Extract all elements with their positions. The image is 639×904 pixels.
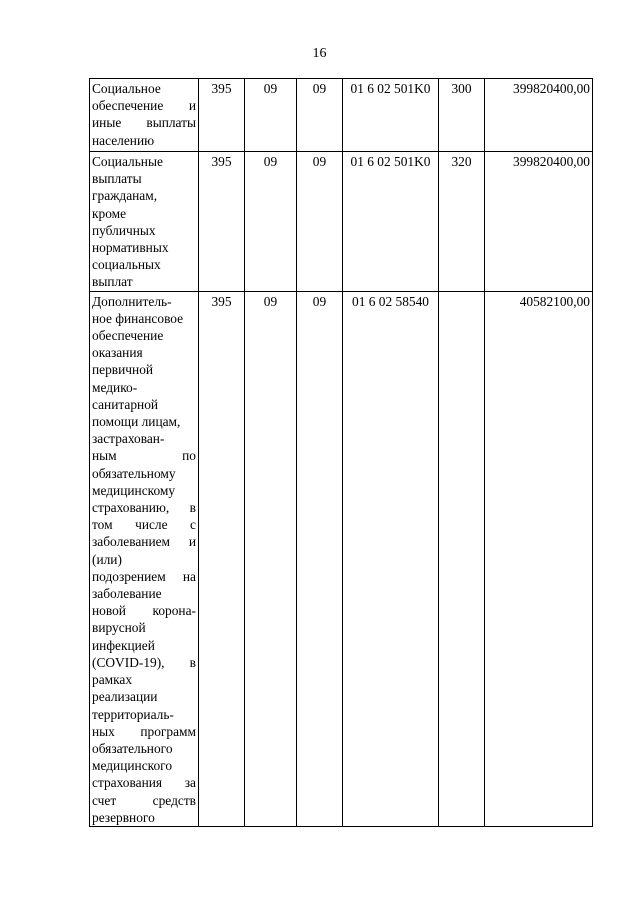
expense-name-line: обязательного [92, 740, 173, 756]
admin-code-cell: 395 [199, 291, 245, 826]
expense-name-line: инфекцией [92, 637, 155, 653]
expense-name-line: помощи лицам, [92, 414, 181, 430]
page-number: 16 [312, 46, 327, 61]
target-article-cell: 01 6 02 58540 [343, 291, 439, 826]
section-code-cell: 09 [245, 152, 297, 292]
expense-name-line: медицинскому [92, 482, 176, 498]
expense-name-cell [90, 291, 199, 826]
expense-name-line: заболеванием и [92, 534, 196, 550]
expense-type-cell: 320 [439, 152, 485, 292]
expense-name-line: страхования за [92, 775, 196, 791]
expense-name-line: населению [92, 132, 155, 148]
expense-name-line: территориаль- [92, 706, 174, 722]
expense-name-line: санитарной [92, 396, 159, 412]
expense-name-line: медико- [92, 379, 138, 395]
subsection-code-cell: 09 [297, 291, 343, 826]
expense-name-line: социальных [92, 257, 161, 273]
expense-name-line: обеспечение [92, 328, 164, 344]
expense-name-line: оказания [92, 345, 143, 361]
expense-name-cell [90, 79, 199, 152]
expense-name-line: счет средств [92, 792, 196, 808]
subsection-code-cell: 09 [297, 152, 343, 292]
expense-name-line: застрахован- [92, 431, 165, 447]
expense-name-line: медицинского [92, 758, 173, 774]
expense-name-line: ное финансовое [92, 310, 184, 326]
expense-name-line: (COVID-19), в [92, 654, 196, 670]
expense-name-line: выплаты [92, 171, 142, 187]
expense-name-line: выплат [92, 274, 133, 290]
expense-name-line: первичной [92, 362, 154, 378]
target-article-cell: 01 6 02 501K0 [343, 79, 439, 152]
expense-name-line: обеспечение и [92, 98, 196, 114]
target-article-cell: 01 6 02 501K0 [343, 152, 439, 292]
amount-cell: 40582100,00 [485, 291, 593, 826]
expense-name-cell [90, 152, 199, 292]
expense-name-line: резервного [92, 809, 155, 825]
expense-name-line: заболевание [92, 586, 162, 602]
expense-name-line: нормативных [92, 240, 169, 256]
section-code-cell: 09 [245, 79, 297, 152]
table-row [90, 152, 593, 292]
expense-name-line: том числе с [92, 517, 196, 533]
amount-cell: 399820400,00 [485, 152, 593, 292]
expense-type-cell [439, 291, 485, 826]
expense-name-line: обязательному [92, 465, 176, 481]
expense-name-line: Социальные [92, 154, 163, 169]
expense-name-line: Социальное [92, 81, 161, 96]
expense-name-line: ным по [92, 448, 196, 464]
expense-name-line: публичных [92, 222, 156, 238]
expense-name-line: страхованию, в [92, 500, 196, 516]
expense-name-line: реализации [92, 689, 158, 705]
amount-cell: 399820400,00 [485, 79, 593, 152]
expense-name-line: подозрением на [92, 568, 196, 584]
section-code-cell: 09 [245, 291, 297, 826]
expense-name-line: гражданам, [92, 188, 158, 204]
admin-code-cell: 395 [199, 79, 245, 152]
expense-type-cell: 300 [439, 79, 485, 152]
expense-name-line: (или) [92, 551, 122, 567]
expense-name-line: вирусной [92, 620, 146, 636]
expense-name-line: новой корона- [92, 603, 196, 619]
admin-code-cell: 395 [199, 152, 245, 292]
budget-table [89, 78, 593, 827]
expense-name-line: иные выплаты [92, 115, 196, 131]
table-row [90, 79, 593, 152]
table-body [90, 79, 593, 827]
expense-name-line: Дополнитель- [92, 293, 172, 309]
subsection-code-cell: 09 [297, 79, 343, 152]
expense-name-line: рамках [92, 672, 133, 688]
expense-name-line: кроме [92, 205, 127, 221]
table-row [90, 291, 593, 826]
expense-name-line: ных программ [92, 723, 196, 739]
